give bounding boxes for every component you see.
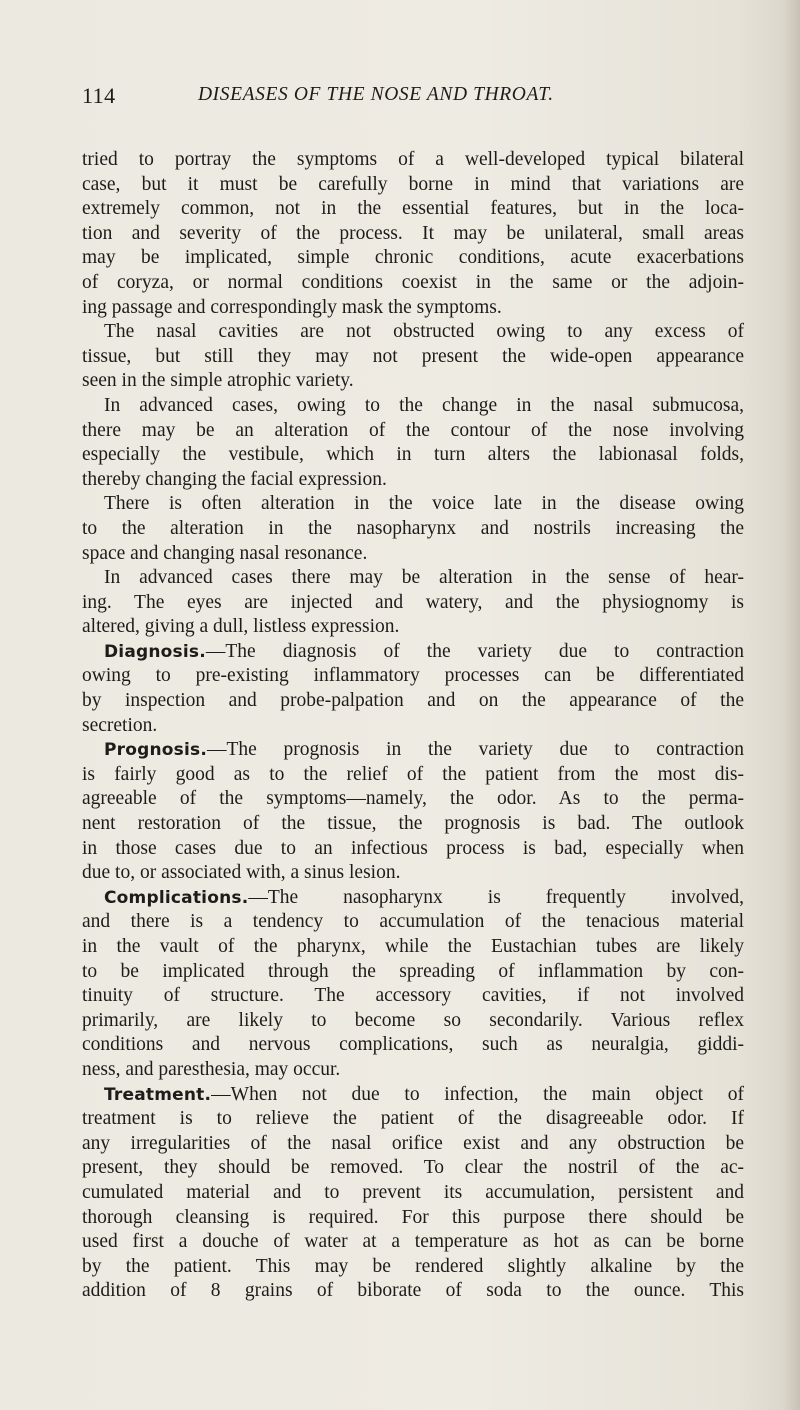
section-heading: Treatment. [104,1084,212,1105]
line-text: —The nasopharynx is frequently involved, [248,886,744,908]
line-text: —The prognosis in the variety due to contraction [207,739,744,761]
text-line: thorough cleansing is required. For this purpose there should be [82,1206,744,1228]
section-treatment [82,1083,744,1304]
text-line: agreeable of the symptoms—namely, the odor. As to the perma- [82,788,744,810]
text-line: cumulated material and to prevent its accumulation, persistent and [82,1181,744,1203]
text-line: to the alteration in the nasopharynx and nostrils increasing the [82,517,744,539]
text-line [82,640,744,665]
text-line: extremely common, not in the essential features, but in the loca- [82,198,744,220]
line-text: —When not due to infection, the main object of [211,1083,744,1105]
text-line: present, they should be removed. To clear the nostril of the ac- [82,1157,744,1179]
paragraph [82,394,744,492]
text-line: any irregularities of the nasal orifice exist and any obstruction be [82,1132,744,1154]
text-line [82,738,744,763]
text-line: especially the vestibule, which in turn alters the labionasal folds, [82,444,744,466]
text-line: There is often alteration in the voice late in the disease owing [104,493,744,515]
running-head: DISEASES OF THE NOSE AND THROAT. [198,84,554,105]
page-number: 114 [82,83,116,108]
text-line: there may be an alteration of the contour of the nose involving [82,419,744,441]
text-line: thereby changing the facial expression. [82,468,387,490]
text-line [82,1083,744,1108]
section-diagnosis [82,640,744,738]
text-line: The nasal cavities are not obstructed owing to any excess of [104,321,744,343]
text-line: due to, or associated with, a sinus lesion. [82,862,401,884]
paragraph [82,492,744,566]
text-line: primarily, are likely to become so secondarily. Various reflex [82,1009,744,1031]
text-line: In advanced cases, owing to the change in the nasal submucosa, [104,394,744,416]
section-prognosis [82,738,744,886]
text-line: altered, giving a dull, listless expression. [82,616,400,638]
text-line: case, but it must be carefully borne in mind that variations are [82,173,744,195]
section-heading: Prognosis. [104,740,207,761]
text-line: In advanced cases there may be alteration in the sense of hear- [104,567,744,589]
text-line: used first a douche of water at a temperature as hot as can be borne [82,1231,744,1253]
text-line: is fairly good as to the relief of the patient from the most dis- [82,763,744,785]
paragraph [82,320,744,394]
text-line: may be implicated, simple chronic conditions, acute exacerbations [82,247,744,269]
paragraph [82,148,744,320]
text-line: ing. The eyes are injected and watery, and the physiognomy is [82,591,744,613]
text-line: in the vault of the pharynx, while the Eustachian tubes are likely [82,936,744,957]
section-complications [82,886,744,1083]
page-header [82,83,742,111]
text-line: and there is a tendency to accumulation of the tenacious material [82,911,744,933]
text-line: ing passage and correspondingly mask the symptoms. [82,296,502,318]
text-line: tissue, but still they may not present the wide-open appearance [82,345,744,367]
text-line: tion and severity of the process. It may be unilateral, small areas [82,222,744,244]
text-line: seen in the simple atrophic variety. [82,370,354,392]
text-line: to be implicated through the spreading of inflammation by con- [82,960,744,982]
page-edge-shadow [782,0,800,1410]
text-line: by the patient. This may be rendered slightly alkaline by the [82,1255,744,1277]
text-line: conditions and nervous complications, such as neuralgia, giddi- [82,1034,744,1056]
section-heading: Diagnosis. [104,641,206,662]
text-line: secretion. [82,714,158,736]
text-line: space and changing nasal resonance. [82,542,368,564]
text-line: addition of 8 grains of biborate of soda to the ounce. This [82,1280,744,1302]
text-line: nent restoration of the tissue, the prognosis is bad. The outlook [82,813,744,835]
text-line: ness, and paresthesia, may occur. [82,1058,341,1080]
text-line: tinuity of structure. The accessory cavities, if not involved [82,985,744,1007]
body-text [82,148,744,1304]
text-line: in those cases due to an infectious process is bad, especially when [82,837,744,859]
text-line: by inspection and probe-palpation and on the appearance of the [82,690,744,712]
section-heading: Complications. [104,887,249,908]
text-line: tried to portray the symptoms of a well-developed typical bilateral [82,149,744,170]
paragraph [82,566,744,640]
text-line: treatment is to relieve the patient of the disagreeable odor. If [82,1108,744,1130]
text-line: owing to pre-existing inflammatory processes can be differentiated [82,665,744,687]
text-line: of coryza, or normal conditions coexist in the same or the adjoin- [82,271,744,293]
text-line [82,886,744,911]
line-text: —The diagnosis of the variety due to contraction [205,640,744,662]
